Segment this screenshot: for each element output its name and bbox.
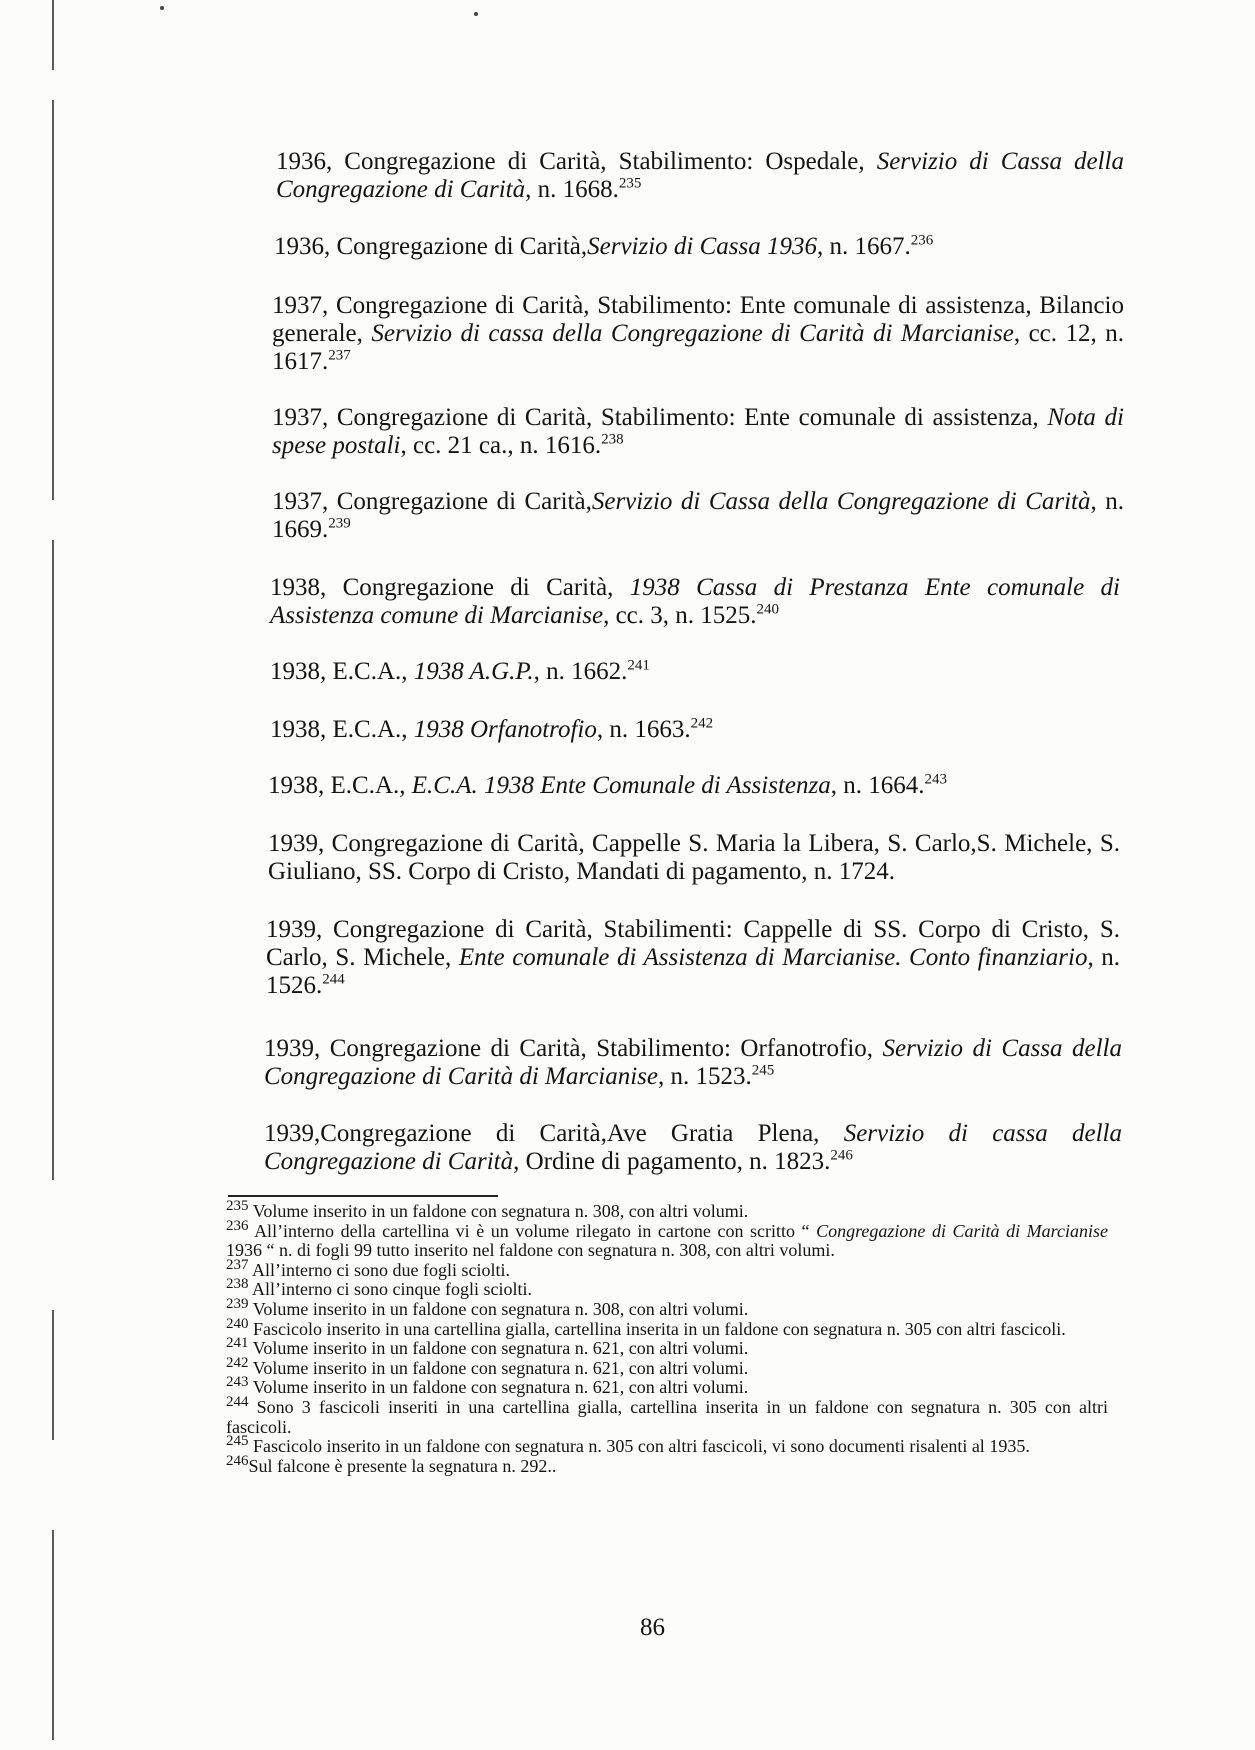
entry-1938-1525: 1938, Congregazione di Carità, 1938 Cassa di Prestanza Ente comunale di Assistenza comune di Marcianise, cc. 3, n. 1525.$^{240}$ <box>270 574 1120 629</box>
entry-1939-1523: 1939, Congregazione di Carità, Stabilimento: Orfanotrofio, Servizio di Cassa della Congregazione di Carità di Marcianise, n. 1523.$^{245}$ <box>264 1035 1122 1090</box>
footnote-240: $^{240}$ Fascicolo inserito in una cartellina gialla, cartellina inserita in un faldone con segnatura n. 305 con altri fascicoli. <box>226 1315 1066 1339</box>
binding-line-5 <box>52 1530 54 1740</box>
binding-line-1 <box>52 0 54 70</box>
footnote-238: $^{238}$ All’interno ci sono cinque fogli sciolti. <box>226 1276 532 1300</box>
entry-1938-1663: 1938, E.C.A., 1938 Orfanotrofio, n. 1663.$^{242}$ <box>270 715 714 743</box>
entry-1936-1667: 1936, Congregazione di Carità,Servizio di Cassa 1936, n. 1667.$^{236}$ <box>274 232 934 260</box>
entry-1937-1617: 1937, Congregazione di Carità, Stabilimento: Ente comunale di assistenza, Bilancio generale, Servizio di cassa della Congregazione di Carità di Marcianise, cc. 12, n. 1617.$^{237}$ <box>272 292 1125 375</box>
binding-line-3 <box>52 540 54 1180</box>
entry-1936-1668: 1936, Congregazione di Carità, Stabilimento: Ospedale, Servizio di Cassa della Congregazione di Carità, n. 1668.$^{235}$ <box>276 148 1124 203</box>
binding-line-4 <box>52 1310 54 1440</box>
footnote-245: $^{245}$ Fascicolo inserito in un faldone con segnatura n. 305 con altri fascicoli, vi sono documenti risalenti al 1935. <box>226 1433 1030 1457</box>
footnote-244: $^{244}$ Sono 3 fascicoli inseriti in una cartellina gialla, cartellina inserita in un faldone con segnatura n. 305 con altri fascicoli. <box>226 1393 1109 1437</box>
footnote-239: $^{239}$ Volume inserito in un faldone con segnatura n. 308, con altri volumi. <box>226 1295 749 1319</box>
footnote-246: $^{246}$Sul falcone è presente la segnatura n. 292.. <box>226 1452 557 1476</box>
footnote-243: $^{243}$ Volume inserito in un faldone con segnatura n. 621, con altri volumi. <box>226 1374 749 1398</box>
page-number: 86 <box>640 1614 665 1641</box>
entry-1937-1616: 1937, Congregazione di Carità, Stabilimento: Ente comunale di assistenza, Nota di spese postali, cc. 21 ca., n. 1616.$^{238}$ <box>272 404 1124 459</box>
footnote-236: $^{236}$ All’interno della cartellina vi è un volume rilegato in cartone con scritto “ Congregazione di Carità di Marcianise 1936 “ n. di fogli 99 tutto inserito nel faldone con segnatura n. 308, con altri volumi. <box>226 1217 1108 1261</box>
entry-1939-1724: 1939, Congregazione di Carità, Cappelle S. Maria la Libera, S. Carlo,S. Michele, S. Giuliano, SS. Corpo di Cristo, Mandati di pagamento, n. 1724. <box>268 830 1120 885</box>
footnote-237: $^{237}$ All’interno ci sono due fogli sciolti. <box>226 1256 510 1280</box>
footnote-separator <box>228 1195 498 1197</box>
footnotes <box>226 1198 1109 1476</box>
entry-1938-1664: 1938, E.C.A., E.C.A. 1938 Ente Comunale di Assistenza, n. 1664.$^{243}$ <box>268 771 947 799</box>
entry-1938-1662: 1938, E.C.A., 1938 A.G.P., n. 1662.$^{241}$ <box>270 657 650 685</box>
entry-1939-1823: 1939,Congregazione di Carità,Ave Gratia Plena, Servizio di cassa della Congregazione di Carità, Ordine di pagamento, n. 1823.$^{246}$ <box>264 1120 1123 1175</box>
entry-1937-1669: 1937, Congregazione di Carità,Servizio di Cassa della Congregazione di Carità, n. 1669.$^{239}$ <box>272 488 1124 543</box>
scan-dot <box>160 6 164 10</box>
footnote-242: $^{242}$ Volume inserito in un faldone con segnatura n. 621, con altri volumi. <box>226 1354 749 1378</box>
scan-dot <box>474 12 478 16</box>
entry-1939-1526: 1939, Congregazione di Carità, Stabilimenti: Cappelle di SS. Corpo di Cristo, S. Carlo, S. Michele, Ente comunale di Assistenza di Marcianise. Conto finanziario, n. 1526.$^{244}$ <box>266 916 1121 999</box>
footnote-241: $^{241}$ Volume inserito in un faldone con segnatura n. 621, con altri volumi. <box>226 1335 749 1359</box>
footnote-235: $^{235}$ Volume inserito in un faldone con segnatura n. 308, con altri volumi. <box>226 1198 749 1221</box>
binding-line-2 <box>52 100 54 500</box>
